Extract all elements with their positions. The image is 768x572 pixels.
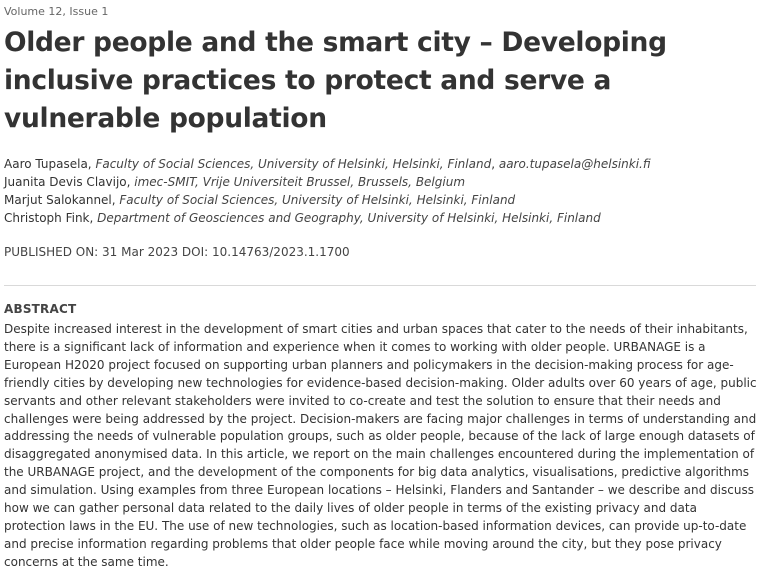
- author-entry: Christoph Fink, Department of Geosciences and Geography, University of Helsinki, Helsinki, Finland: [4, 211, 601, 225]
- author-affiliation: Department of Geosciences and Geography, University of Helsinki, Helsinki, Finland: [97, 211, 601, 225]
- abstract-heading: ABSTRACT: [4, 302, 77, 316]
- author-entry: Juanita Devis Clavijo, imec-SMIT, Vrije Universiteit Brussel, Brussels, Belgium: [4, 175, 466, 189]
- author-name: Marjut Salokannel: [4, 193, 112, 207]
- author-name: Juanita Devis Clavijo: [4, 175, 127, 189]
- article-page: [4, 0, 760, 572]
- section-divider: [4, 285, 756, 286]
- author-name: Aaro Tupasela: [4, 157, 88, 171]
- author-entry: Aaro Tupasela, Faculty of Social Sciences, University of Helsinki, Helsinki, Finland, aaro.tupasela@helsinki.fi: [4, 157, 651, 171]
- author-name: Christoph Fink: [4, 211, 90, 225]
- author-list: [4, 155, 760, 227]
- author-affiliation: Faculty of Social Sciences, University of Helsinki, Helsinki, Finland: [95, 157, 492, 171]
- author-entry: Marjut Salokannel, Faculty of Social Sciences, University of Helsinki, Helsinki, Finland: [4, 193, 516, 207]
- publication-info: PUBLISHED ON: 31 Mar 2023 DOI: 10.14763/2023.1.1700: [4, 245, 350, 259]
- author-affiliation: Faculty of Social Sciences, University of Helsinki, Helsinki, Finland: [119, 193, 516, 207]
- volume-issue: Volume 12, Issue 1: [4, 5, 109, 18]
- abstract-text: Despite increased interest in the development of smart cities and urban spaces that cater to the needs of their inhabitants, there is a significant lack of information and experience when it comes to working with older people. URBANAGE is a European H2020 project focused on supporting urban planners and policymakers in the decision-making process for age-friendly cities by developing new technologies for evidence-based decision-making. Older adults over 60 years of age, public servants and other relevant stakeholders were invited to co-create and test the solution to ensure that their needs and challenges were being addressed by the project. Decision-makers are facing major challenges in terms of understanding and addressing the needs of vulnerable population groups, such as older people, because of the lack of large enough datasets of disaggregated anonymised data. In this article, we report on the main challenges encountered during the implementation of the URBANAGE project, and the development of the components for big data analytics, visualisations, predictive algorithms and simulation. Using examples from three European locations – Helsinki, Flanders and Santander – we describe and discuss how we can gather personal data related to the daily lives of older people in terms of the existing privacy and data protection laws in the EU. The use of new technologies, such as location-based information devices, can provide up-to-date and precise information regarding problems that older people face while moving around the city, but they pose privacy concerns at the same time.: [4, 322, 757, 569]
- article-title: Older people and the smart city – Developing inclusive practices to protect and serve a vulnerable population: [4, 27, 667, 134]
- author-affiliation: imec-SMIT, Vrije Universiteit Brussel, Brussels, Belgium: [134, 175, 466, 189]
- author-email[interactable]: aaro.tupasela@helsinki.fi: [498, 157, 651, 171]
